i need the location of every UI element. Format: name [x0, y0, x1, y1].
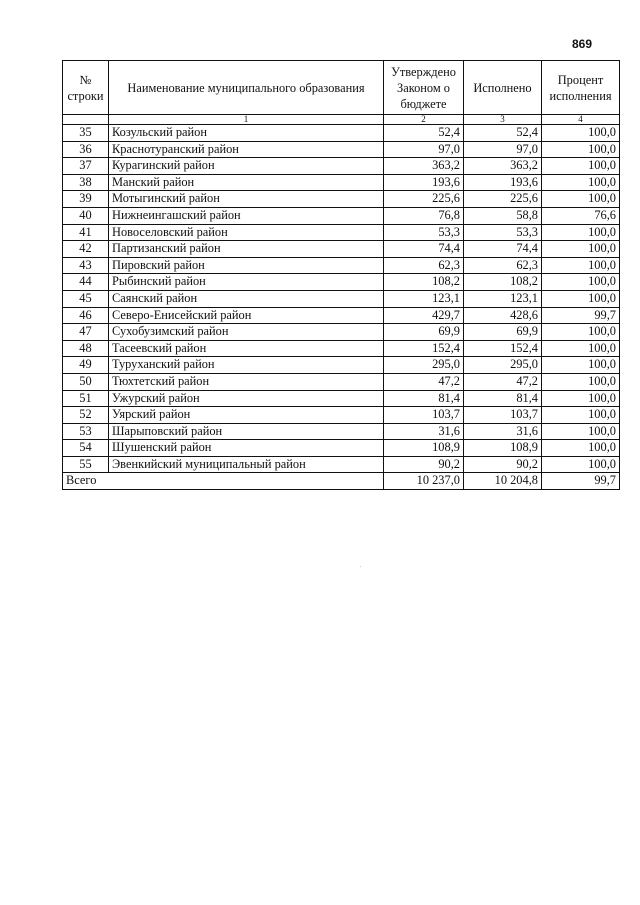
row-number: 40: [63, 207, 109, 224]
execution-percent: 100,0: [542, 423, 620, 440]
table-row: [63, 241, 620, 258]
table-row: [63, 390, 620, 407]
table-row: [63, 456, 620, 473]
table-row: [63, 357, 620, 374]
column-index-approved: 2: [384, 115, 464, 125]
approved-amount: 103,7: [384, 407, 464, 424]
execution-percent: 100,0: [542, 456, 620, 473]
approved-amount: 193,6: [384, 174, 464, 191]
table-row: [63, 340, 620, 357]
municipality-name: Тасеевский район: [109, 340, 384, 357]
municipality-name: Мотыгинский район: [109, 191, 384, 208]
approved-amount: 69,9: [384, 324, 464, 341]
table-row: [63, 407, 620, 424]
table-row: [63, 257, 620, 274]
row-number: 35: [63, 125, 109, 142]
executed-amount: 428,6: [464, 307, 542, 324]
executed-amount: 58,8: [464, 207, 542, 224]
executed-amount: 152,4: [464, 340, 542, 357]
table-body: [63, 125, 620, 473]
approved-amount: 363,2: [384, 158, 464, 175]
execution-percent: 100,0: [542, 191, 620, 208]
executed-amount: 74,4: [464, 241, 542, 258]
execution-percent: 100,0: [542, 158, 620, 175]
execution-percent: 100,0: [542, 141, 620, 158]
executed-amount: 103,7: [464, 407, 542, 424]
table-row: [63, 440, 620, 457]
approved-amount: 152,4: [384, 340, 464, 357]
approved-amount: 76,8: [384, 207, 464, 224]
executed-amount: 108,2: [464, 274, 542, 291]
row-number: 55: [63, 456, 109, 473]
page-number: 869: [572, 37, 593, 51]
execution-percent: 100,0: [542, 224, 620, 241]
execution-percent: 100,0: [542, 357, 620, 374]
execution-percent: 100,0: [542, 125, 620, 142]
execution-percent: 100,0: [542, 340, 620, 357]
row-number: 49: [63, 357, 109, 374]
row-number: 54: [63, 440, 109, 457]
table-row: [63, 191, 620, 208]
row-number: 44: [63, 274, 109, 291]
column-header-percent: Процент исполнения: [542, 61, 620, 115]
executed-amount: 90,2: [464, 456, 542, 473]
approved-amount: 47,2: [384, 373, 464, 390]
municipality-name: Туруханский район: [109, 357, 384, 374]
executed-amount: 47,2: [464, 373, 542, 390]
municipality-name: Пировский район: [109, 257, 384, 274]
executed-amount: 31,6: [464, 423, 542, 440]
row-number: 36: [63, 141, 109, 158]
column-header-name: Наименование муниципального образования: [109, 61, 384, 115]
row-number: 45: [63, 290, 109, 307]
approved-amount: 295,0: [384, 357, 464, 374]
approved-amount: 74,4: [384, 241, 464, 258]
row-number: 38: [63, 174, 109, 191]
executed-amount: 62,3: [464, 257, 542, 274]
table-row: [63, 373, 620, 390]
column-index-row: [63, 115, 620, 125]
approved-amount: 62,3: [384, 257, 464, 274]
execution-percent: 100,0: [542, 324, 620, 341]
municipality-name: Северо-Енисейский район: [109, 307, 384, 324]
municipality-name: Новоселовский район: [109, 224, 384, 241]
scan-speck: [360, 566, 361, 567]
approved-amount: 123,1: [384, 290, 464, 307]
table-row: [63, 290, 620, 307]
row-number: 52: [63, 407, 109, 424]
execution-percent: 100,0: [542, 257, 620, 274]
execution-percent: 99,7: [542, 307, 620, 324]
executed-amount: 81,4: [464, 390, 542, 407]
row-number: 50: [63, 373, 109, 390]
row-number: 42: [63, 241, 109, 258]
execution-percent: 76,6: [542, 207, 620, 224]
row-number: 43: [63, 257, 109, 274]
row-number: 48: [63, 340, 109, 357]
row-number: 46: [63, 307, 109, 324]
total-label: Всего: [63, 473, 384, 490]
header-row: [63, 61, 620, 115]
table-row: [63, 274, 620, 291]
column-index-name: 1: [109, 115, 384, 125]
approved-amount: 52,4: [384, 125, 464, 142]
executed-amount: 295,0: [464, 357, 542, 374]
row-number: 37: [63, 158, 109, 175]
execution-percent: 100,0: [542, 274, 620, 291]
execution-percent: 100,0: [542, 174, 620, 191]
approved-amount: 81,4: [384, 390, 464, 407]
approved-amount: 429,7: [384, 307, 464, 324]
executed-amount: 225,6: [464, 191, 542, 208]
execution-percent: 100,0: [542, 290, 620, 307]
execution-percent: 100,0: [542, 241, 620, 258]
table-row: [63, 141, 620, 158]
table-row: [63, 224, 620, 241]
total-row: [63, 473, 620, 490]
executed-amount: 69,9: [464, 324, 542, 341]
municipality-name: Уярский район: [109, 407, 384, 424]
municipality-name: Ужурский район: [109, 390, 384, 407]
budget-execution-table: [62, 60, 620, 490]
row-number: 51: [63, 390, 109, 407]
column-index-number: [63, 115, 109, 125]
table-row: [63, 307, 620, 324]
municipality-name: Партизанский район: [109, 241, 384, 258]
execution-percent: 100,0: [542, 390, 620, 407]
column-header-approved: Утверждено Законом о бюджете: [384, 61, 464, 115]
row-number: 47: [63, 324, 109, 341]
row-number: 53: [63, 423, 109, 440]
executed-amount: 52,4: [464, 125, 542, 142]
column-header-number: № строки: [63, 61, 109, 115]
approved-amount: 90,2: [384, 456, 464, 473]
municipality-name: Нижнеингашский район: [109, 207, 384, 224]
execution-percent: 100,0: [542, 440, 620, 457]
municipality-name: Рыбинский район: [109, 274, 384, 291]
table-row: [63, 125, 620, 142]
row-number: 41: [63, 224, 109, 241]
execution-percent: 100,0: [542, 373, 620, 390]
column-index-executed: 3: [464, 115, 542, 125]
total-percent: 99,7: [542, 473, 620, 490]
municipality-name: Курагинский район: [109, 158, 384, 175]
approved-amount: 31,6: [384, 423, 464, 440]
municipality-name: Краснотуранский район: [109, 141, 384, 158]
executed-amount: 123,1: [464, 290, 542, 307]
table-row: [63, 207, 620, 224]
executed-amount: 108,9: [464, 440, 542, 457]
approved-amount: 225,6: [384, 191, 464, 208]
execution-percent: 100,0: [542, 407, 620, 424]
municipality-name: Шушенский район: [109, 440, 384, 457]
total-executed: 10 204,8: [464, 473, 542, 490]
table-row: [63, 423, 620, 440]
municipality-name: Шарыповский район: [109, 423, 384, 440]
executed-amount: 53,3: [464, 224, 542, 241]
approved-amount: 97,0: [384, 141, 464, 158]
executed-amount: 363,2: [464, 158, 542, 175]
executed-amount: 193,6: [464, 174, 542, 191]
municipality-name: Эвенкийский муниципальный район: [109, 456, 384, 473]
municipality-name: Козульский район: [109, 125, 384, 142]
municipality-name: Манский район: [109, 174, 384, 191]
row-number: 39: [63, 191, 109, 208]
executed-amount: 97,0: [464, 141, 542, 158]
column-index-percent: 4: [542, 115, 620, 125]
approved-amount: 108,2: [384, 274, 464, 291]
approved-amount: 53,3: [384, 224, 464, 241]
approved-amount: 108,9: [384, 440, 464, 457]
table-row: [63, 174, 620, 191]
table-row: [63, 324, 620, 341]
municipality-name: Тюхтетский район: [109, 373, 384, 390]
total-approved: 10 237,0: [384, 473, 464, 490]
column-header-executed: Исполнено: [464, 61, 542, 115]
table-row: [63, 158, 620, 175]
municipality-name: Саянский район: [109, 290, 384, 307]
municipality-name: Сухобузимский район: [109, 324, 384, 341]
